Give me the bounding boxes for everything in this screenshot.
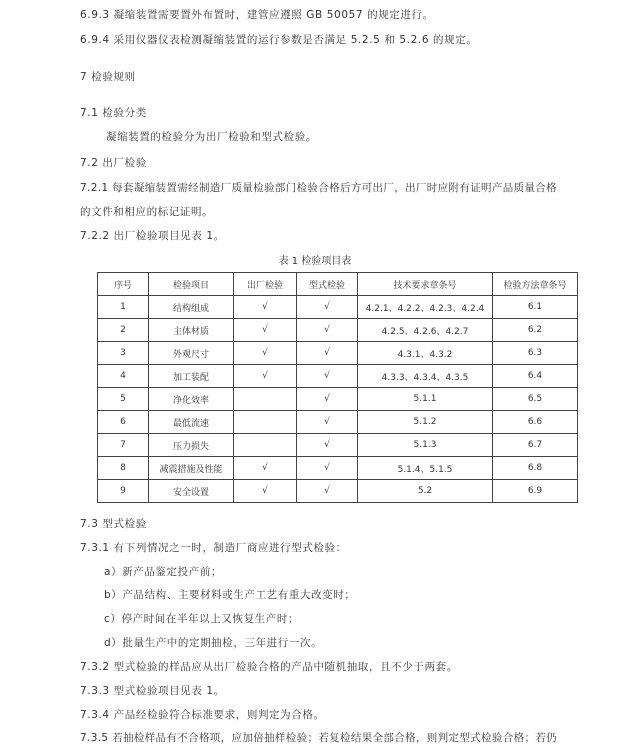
table-cell bbox=[234, 411, 297, 434]
table-cell: √ bbox=[234, 365, 297, 388]
table-row bbox=[98, 411, 578, 434]
table-cell: 4.2.1、4.2.2、4.2.3、4.2.4 bbox=[358, 296, 493, 319]
table-cell: √ bbox=[297, 480, 358, 503]
list-item-a: a）新产品鉴定投产前； bbox=[104, 566, 223, 578]
table-row bbox=[98, 365, 578, 388]
clause-7-2-1-line2: 的文件和相应的标记证明。 bbox=[80, 206, 214, 218]
table-row bbox=[98, 388, 578, 411]
table-cell: √ bbox=[234, 319, 297, 342]
table-cell: √ bbox=[297, 434, 358, 457]
table-cell: 4.2.5、4.2.6、4.2.7 bbox=[358, 319, 493, 342]
table-cell: 5.1.2 bbox=[358, 411, 493, 434]
table-cell bbox=[234, 434, 297, 457]
table-cell: √ bbox=[297, 365, 358, 388]
table-cell: 5.1.3 bbox=[358, 434, 493, 457]
table-cell: 净化效率 bbox=[149, 388, 234, 411]
section-7-3-heading: 7.3 型式检验 bbox=[80, 518, 147, 530]
section-7-heading: 7 检验规则 bbox=[80, 71, 136, 83]
table-cell bbox=[234, 388, 297, 411]
table-cell: 6.1 bbox=[493, 296, 578, 319]
header-cell: 检验方法章条号 bbox=[493, 273, 578, 296]
table-row bbox=[98, 434, 578, 457]
section-7-2-heading: 7.2 出厂检验 bbox=[80, 157, 147, 169]
table-cell: 1 bbox=[98, 296, 149, 319]
table-cell: 最低流速 bbox=[149, 411, 234, 434]
table-cell: √ bbox=[234, 342, 297, 365]
clause-6-9-3: 6.9.3 凝缩装置需要置外布置时，建管应遵照 GB 50057 的规定进行。 bbox=[80, 9, 434, 21]
table-cell: √ bbox=[297, 342, 358, 365]
table-cell: 4.3.1、4.3.2 bbox=[358, 342, 493, 365]
list-item-d: d）批量生产中的定期抽检，三年进行一次。 bbox=[104, 637, 323, 649]
table-cell: 5.2 bbox=[358, 480, 493, 503]
header-cell: 检验项目 bbox=[149, 273, 234, 296]
table-row bbox=[98, 296, 578, 319]
table-cell: 6.3 bbox=[493, 342, 578, 365]
clause-7-3-1: 7.3.1 有下列情况之一时，制造厂商应进行型式检验： bbox=[80, 542, 347, 554]
table-cell: 5.1.4、5.1.5 bbox=[358, 457, 493, 480]
table-cell: 6.7 bbox=[493, 434, 578, 457]
table-cell: 加工装配 bbox=[149, 365, 234, 388]
table-cell: 结构组成 bbox=[149, 296, 234, 319]
table-row bbox=[98, 342, 578, 365]
table-cell: √ bbox=[234, 480, 297, 503]
table-cell: 6.4 bbox=[493, 365, 578, 388]
table-cell: 6 bbox=[98, 411, 149, 434]
clause-7-2-1-line1: 7.2.1 每套凝缩装置需经制造厂质量检验部门检验合格后方可出厂，出厂时应附有证明产品质量合格 bbox=[80, 182, 558, 194]
table-cell: √ bbox=[297, 319, 358, 342]
table-cell: 压力损失 bbox=[149, 434, 234, 457]
table-cell: √ bbox=[234, 296, 297, 319]
header-cell: 出厂检验 bbox=[234, 273, 297, 296]
table-cell: 6.5 bbox=[493, 388, 578, 411]
table-cell: 4.3.3、4.3.4、4.3.5 bbox=[358, 365, 493, 388]
table-cell: 5.1.1 bbox=[358, 388, 493, 411]
clause-6-9-4: 6.9.4 采用仪器仪表检测凝缩装置的运行参数是否满足 5.2.5 和 5.2.6 的规定。 bbox=[80, 34, 478, 46]
table-cell: 外观尺寸 bbox=[149, 342, 234, 365]
table-cell: 安全设置 bbox=[149, 480, 234, 503]
list-item-b: b）产品结构、主要材料或生产工艺有重大改变时； bbox=[104, 589, 356, 601]
header-cell: 技术要求章条号 bbox=[358, 273, 493, 296]
table-cell: √ bbox=[297, 388, 358, 411]
table-cell: 9 bbox=[98, 480, 149, 503]
table-row bbox=[98, 457, 578, 480]
inspection-items-table bbox=[97, 272, 578, 503]
table-row bbox=[98, 480, 578, 503]
table-cell: 5 bbox=[98, 388, 149, 411]
header-cell: 序号 bbox=[98, 273, 149, 296]
table-cell: √ bbox=[297, 411, 358, 434]
table-cell: √ bbox=[234, 457, 297, 480]
table-row bbox=[98, 319, 578, 342]
section-7-1-heading: 7.1 检验分类 bbox=[80, 107, 147, 119]
clause-7-3-2: 7.3.2 型式检验的样品应从出厂检验合格的产品中随机抽取，且不少于两套。 bbox=[80, 661, 458, 673]
clause-7-1-text: 凝缩装置的检验分为出厂检验和型式检验。 bbox=[106, 131, 317, 143]
table-cell: 8 bbox=[98, 457, 149, 480]
clause-7-3-5: 7.3.5 若抽检样品有不合格项，应加倍抽样检验；若复检结果全部合格，则判定型式检验合格；若仍 bbox=[80, 732, 558, 744]
table-caption: 表 1 检验项目表 bbox=[278, 256, 352, 267]
table-cell: 3 bbox=[98, 342, 149, 365]
table-cell: 减震措施及性能 bbox=[149, 457, 234, 480]
table-cell: 主体材质 bbox=[149, 319, 234, 342]
table-cell: 6.6 bbox=[493, 411, 578, 434]
table-cell: 6.9 bbox=[493, 480, 578, 503]
table-cell: 7 bbox=[98, 434, 149, 457]
clause-7-2-2: 7.2.2 出厂检验项目见表 1。 bbox=[80, 230, 225, 242]
list-item-c: c）停产时间在半年以上又恢复生产时； bbox=[104, 613, 300, 625]
table-header-row bbox=[98, 273, 578, 296]
table-cell: 2 bbox=[98, 319, 149, 342]
table-cell: 6.2 bbox=[493, 319, 578, 342]
table-cell: √ bbox=[297, 457, 358, 480]
table-cell: 6.8 bbox=[493, 457, 578, 480]
header-cell: 型式检验 bbox=[297, 273, 358, 296]
table-cell: 4 bbox=[98, 365, 149, 388]
clause-7-3-3: 7.3.3 型式检验项目见表 1。 bbox=[80, 685, 225, 697]
clause-7-3-4: 7.3.4 产品经检验符合标准要求，则判定为合格。 bbox=[80, 709, 325, 721]
table-cell: √ bbox=[297, 296, 358, 319]
